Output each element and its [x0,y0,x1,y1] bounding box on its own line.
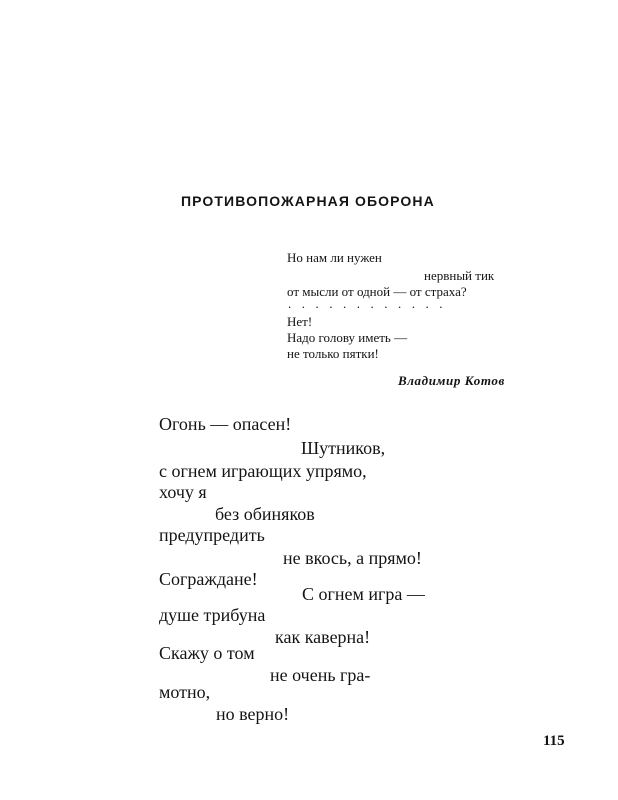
epigraph-line: не только пятки! [287,346,379,361]
poem-line: мотно, [159,682,211,702]
epigraph-line: от мысли от одной — от страха? [287,284,467,299]
epigraph-line: Надо голову иметь — [287,330,408,345]
page-number: 115 [543,733,565,749]
poem-line: Скажу о том [159,643,255,663]
poem-line: не вкось, а прямо! [283,548,422,568]
poem-line: хочу я [159,482,207,502]
poem-line: Сограждане! [159,569,258,589]
poem-line: душе трибуна [159,605,266,625]
poem-line: Шутников, [301,438,386,458]
epigraph-author: Владимир Котов [398,373,505,388]
poem-line: с огнем играющих упрямо, [159,461,367,481]
poem-line: С огнем игра — [302,584,425,604]
poem-line: как каверна! [275,627,371,647]
poem-line: не очень гра- [270,665,371,685]
poem-title: ПРОТИВОПОЖАРНАЯ ОБОРОНА [181,193,435,209]
poem-line: Огонь — опасен! [159,414,292,434]
poem-line: без обиняков [215,504,315,524]
epigraph-line: Но нам ли нужен [287,250,382,265]
epigraph-line: Нет! [287,314,313,329]
epigraph-line: нервный тик [424,268,495,283]
poem-line: но верно! [216,704,290,724]
epigraph-ellipsis: ............ [288,296,453,311]
poem-line: предупредить [159,525,265,545]
